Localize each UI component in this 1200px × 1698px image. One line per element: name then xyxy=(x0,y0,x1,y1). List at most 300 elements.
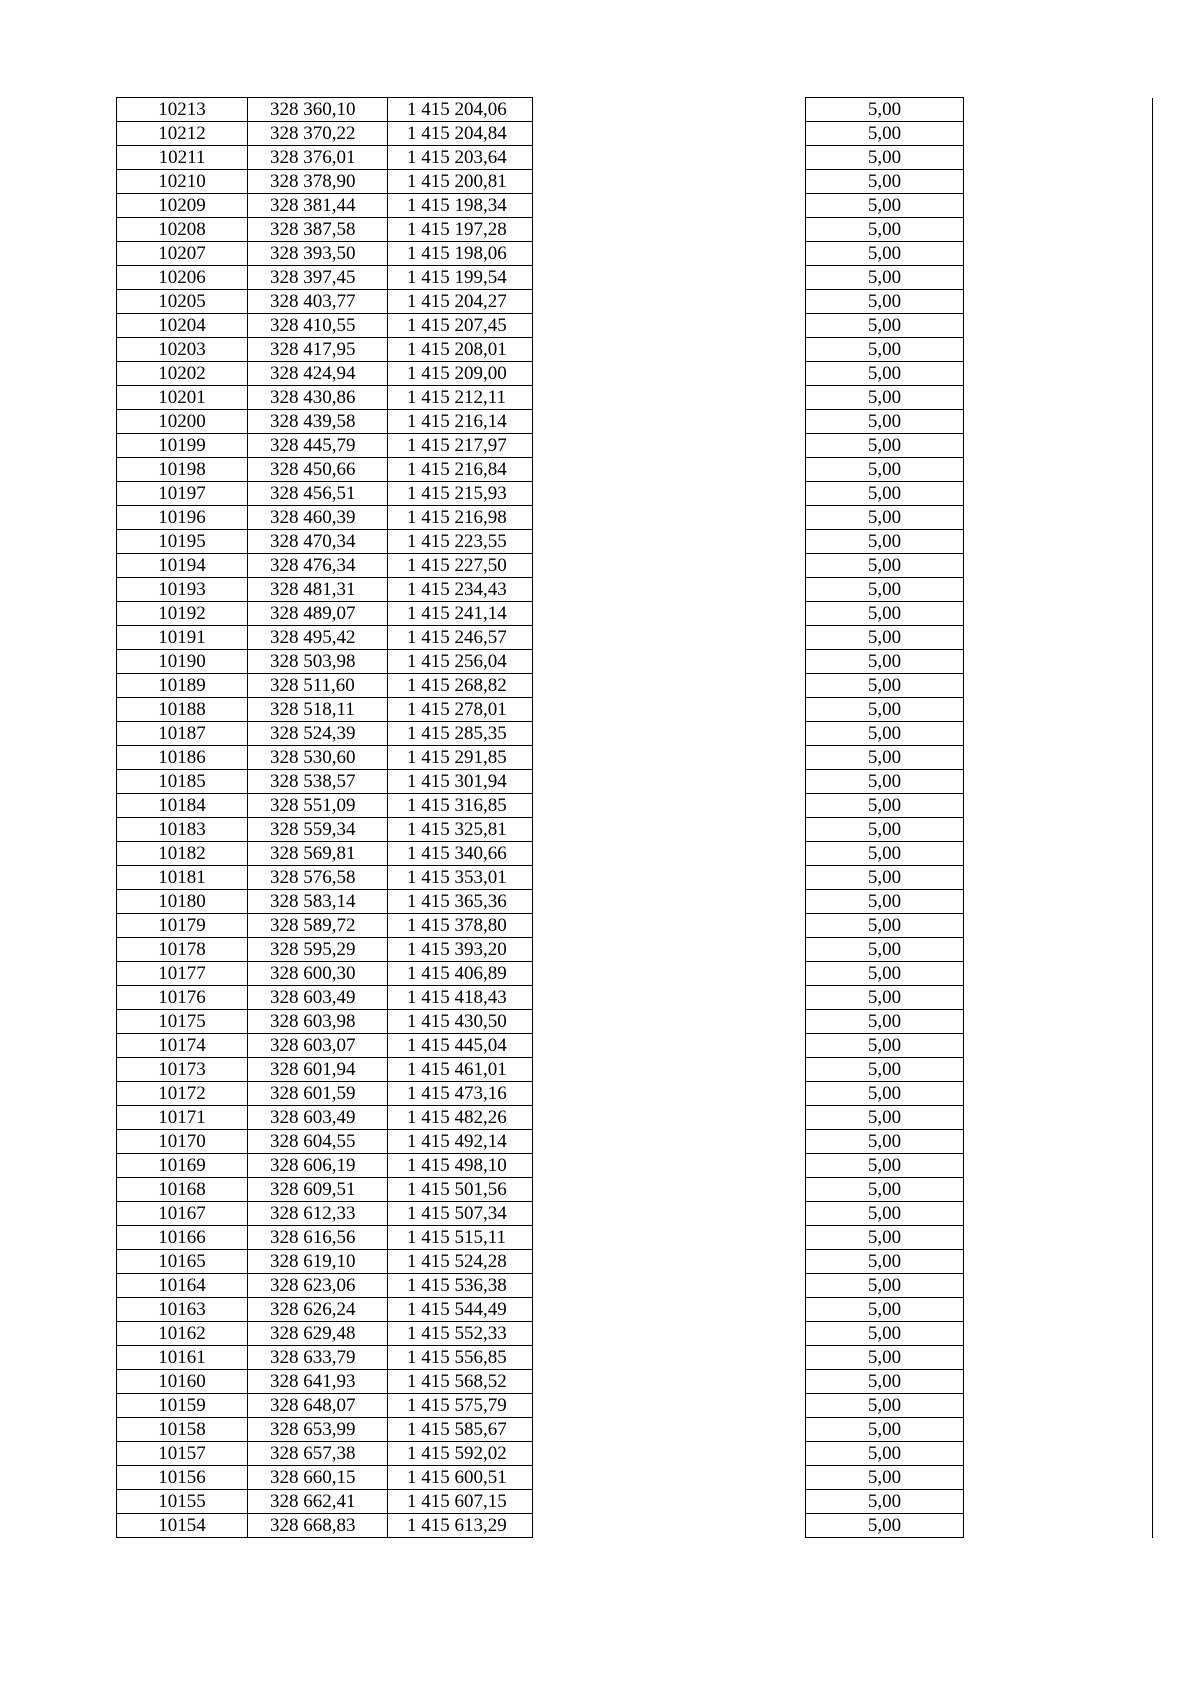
table-row xyxy=(117,1226,1153,1250)
point-number-cell: 10208 xyxy=(117,218,248,242)
point-number-cell: 10201 xyxy=(117,386,248,410)
accuracy-cell: 5,00 xyxy=(806,938,964,962)
point-number-cell: 10197 xyxy=(117,482,248,506)
x-coordinate-cell: 1 415 207,45 xyxy=(388,314,533,338)
empty-cell xyxy=(533,962,806,986)
table-row xyxy=(117,1394,1153,1418)
accuracy-cell: 5,00 xyxy=(806,818,964,842)
empty-cell xyxy=(964,410,1153,434)
table-row xyxy=(117,1370,1153,1394)
accuracy-cell: 5,00 xyxy=(806,410,964,434)
y-coordinate-cell: 328 609,51 xyxy=(248,1178,388,1202)
accuracy-cell: 5,00 xyxy=(806,842,964,866)
table-row xyxy=(117,218,1153,242)
empty-cell xyxy=(964,1442,1153,1466)
x-coordinate-cell: 1 415 365,36 xyxy=(388,890,533,914)
y-coordinate-cell: 328 601,59 xyxy=(248,1082,388,1106)
x-coordinate-cell: 1 415 234,43 xyxy=(388,578,533,602)
empty-cell xyxy=(533,1106,806,1130)
empty-cell xyxy=(964,626,1153,650)
accuracy-cell: 5,00 xyxy=(806,506,964,530)
empty-cell xyxy=(533,98,806,122)
table-row xyxy=(117,458,1153,482)
point-number-cell: 10206 xyxy=(117,266,248,290)
table-row xyxy=(117,962,1153,986)
point-number-cell: 10204 xyxy=(117,314,248,338)
y-coordinate-cell: 328 410,55 xyxy=(248,314,388,338)
accuracy-cell: 5,00 xyxy=(806,482,964,506)
empty-cell xyxy=(964,842,1153,866)
empty-cell xyxy=(964,386,1153,410)
accuracy-cell: 5,00 xyxy=(806,1130,964,1154)
empty-cell xyxy=(964,1034,1153,1058)
y-coordinate-cell: 328 619,10 xyxy=(248,1250,388,1274)
table-row xyxy=(117,1058,1153,1082)
y-coordinate-cell: 328 397,45 xyxy=(248,266,388,290)
y-coordinate-cell: 328 360,10 xyxy=(248,98,388,122)
table-row xyxy=(117,98,1153,122)
table-row xyxy=(117,554,1153,578)
empty-cell xyxy=(533,818,806,842)
table-row xyxy=(117,482,1153,506)
y-coordinate-cell: 328 476,34 xyxy=(248,554,388,578)
accuracy-cell: 5,00 xyxy=(806,362,964,386)
x-coordinate-cell: 1 415 378,80 xyxy=(388,914,533,938)
empty-cell xyxy=(533,386,806,410)
accuracy-cell: 5,00 xyxy=(806,1106,964,1130)
y-coordinate-cell: 328 569,81 xyxy=(248,842,388,866)
point-number-cell: 10190 xyxy=(117,650,248,674)
x-coordinate-cell: 1 415 536,38 xyxy=(388,1274,533,1298)
empty-cell xyxy=(533,674,806,698)
accuracy-cell: 5,00 xyxy=(806,218,964,242)
table-row xyxy=(117,746,1153,770)
x-coordinate-cell: 1 415 568,52 xyxy=(388,1370,533,1394)
empty-cell xyxy=(964,458,1153,482)
x-coordinate-cell: 1 415 613,29 xyxy=(388,1514,533,1538)
accuracy-cell: 5,00 xyxy=(806,746,964,770)
accuracy-cell: 5,00 xyxy=(806,1226,964,1250)
empty-cell xyxy=(964,1082,1153,1106)
x-coordinate-cell: 1 415 316,85 xyxy=(388,794,533,818)
accuracy-cell: 5,00 xyxy=(806,386,964,410)
empty-cell xyxy=(533,1274,806,1298)
empty-cell xyxy=(533,506,806,530)
empty-cell xyxy=(533,1202,806,1226)
point-number-cell: 10170 xyxy=(117,1130,248,1154)
accuracy-cell: 5,00 xyxy=(806,674,964,698)
x-coordinate-cell: 1 415 203,64 xyxy=(388,146,533,170)
x-coordinate-cell: 1 415 278,01 xyxy=(388,698,533,722)
accuracy-cell: 5,00 xyxy=(806,1514,964,1538)
x-coordinate-cell: 1 415 291,85 xyxy=(388,746,533,770)
empty-cell xyxy=(533,1010,806,1034)
x-coordinate-cell: 1 415 406,89 xyxy=(388,962,533,986)
empty-cell xyxy=(964,746,1153,770)
empty-cell xyxy=(964,506,1153,530)
empty-cell xyxy=(964,1418,1153,1442)
point-number-cell: 10210 xyxy=(117,170,248,194)
empty-cell xyxy=(964,314,1153,338)
empty-cell xyxy=(533,986,806,1010)
table-row xyxy=(117,1178,1153,1202)
x-coordinate-cell: 1 415 200,81 xyxy=(388,170,533,194)
accuracy-cell: 5,00 xyxy=(806,1202,964,1226)
point-number-cell: 10175 xyxy=(117,1010,248,1034)
empty-cell xyxy=(964,698,1153,722)
accuracy-cell: 5,00 xyxy=(806,602,964,626)
point-number-cell: 10202 xyxy=(117,362,248,386)
x-coordinate-cell: 1 415 393,20 xyxy=(388,938,533,962)
empty-cell xyxy=(533,1298,806,1322)
y-coordinate-cell: 328 603,07 xyxy=(248,1034,388,1058)
accuracy-cell: 5,00 xyxy=(806,266,964,290)
empty-cell xyxy=(964,1490,1153,1514)
x-coordinate-cell: 1 415 209,00 xyxy=(388,362,533,386)
table-row xyxy=(117,1418,1153,1442)
point-number-cell: 10161 xyxy=(117,1346,248,1370)
point-number-cell: 10185 xyxy=(117,770,248,794)
empty-cell xyxy=(533,914,806,938)
y-coordinate-cell: 328 662,41 xyxy=(248,1490,388,1514)
empty-cell xyxy=(964,1274,1153,1298)
empty-cell xyxy=(964,794,1153,818)
x-coordinate-cell: 1 415 473,16 xyxy=(388,1082,533,1106)
y-coordinate-cell: 328 589,72 xyxy=(248,914,388,938)
point-number-cell: 10194 xyxy=(117,554,248,578)
table-row xyxy=(117,890,1153,914)
empty-cell xyxy=(964,602,1153,626)
empty-cell xyxy=(964,1178,1153,1202)
y-coordinate-cell: 328 603,98 xyxy=(248,1010,388,1034)
x-coordinate-cell: 1 415 501,56 xyxy=(388,1178,533,1202)
empty-cell xyxy=(533,1490,806,1514)
empty-cell xyxy=(964,1058,1153,1082)
empty-cell xyxy=(533,1058,806,1082)
empty-cell xyxy=(533,1178,806,1202)
y-coordinate-cell: 328 489,07 xyxy=(248,602,388,626)
empty-cell xyxy=(964,1010,1153,1034)
x-coordinate-cell: 1 415 544,49 xyxy=(388,1298,533,1322)
coordinates-table xyxy=(116,97,1153,1538)
empty-cell xyxy=(964,1370,1153,1394)
table-row xyxy=(117,770,1153,794)
x-coordinate-cell: 1 415 223,55 xyxy=(388,530,533,554)
y-coordinate-cell: 328 450,66 xyxy=(248,458,388,482)
empty-cell xyxy=(964,650,1153,674)
accuracy-cell: 5,00 xyxy=(806,1154,964,1178)
empty-cell xyxy=(533,722,806,746)
table-row xyxy=(117,722,1153,746)
y-coordinate-cell: 328 376,01 xyxy=(248,146,388,170)
y-coordinate-cell: 328 641,93 xyxy=(248,1370,388,1394)
table-row xyxy=(117,1202,1153,1226)
accuracy-cell: 5,00 xyxy=(806,1010,964,1034)
y-coordinate-cell: 328 381,44 xyxy=(248,194,388,218)
empty-cell xyxy=(533,218,806,242)
table-row xyxy=(117,1250,1153,1274)
accuracy-cell: 5,00 xyxy=(806,578,964,602)
accuracy-cell: 5,00 xyxy=(806,170,964,194)
point-number-cell: 10212 xyxy=(117,122,248,146)
accuracy-cell: 5,00 xyxy=(806,866,964,890)
point-number-cell: 10154 xyxy=(117,1514,248,1538)
point-number-cell: 10183 xyxy=(117,818,248,842)
table-row xyxy=(117,338,1153,362)
x-coordinate-cell: 1 415 197,28 xyxy=(388,218,533,242)
accuracy-cell: 5,00 xyxy=(806,1466,964,1490)
y-coordinate-cell: 328 626,24 xyxy=(248,1298,388,1322)
point-number-cell: 10198 xyxy=(117,458,248,482)
point-number-cell: 10209 xyxy=(117,194,248,218)
empty-cell xyxy=(533,1034,806,1058)
point-number-cell: 10167 xyxy=(117,1202,248,1226)
y-coordinate-cell: 328 387,58 xyxy=(248,218,388,242)
empty-cell xyxy=(533,146,806,170)
empty-cell xyxy=(533,602,806,626)
empty-cell xyxy=(533,890,806,914)
point-number-cell: 10180 xyxy=(117,890,248,914)
x-coordinate-cell: 1 415 268,82 xyxy=(388,674,533,698)
accuracy-cell: 5,00 xyxy=(806,914,964,938)
y-coordinate-cell: 328 668,83 xyxy=(248,1514,388,1538)
empty-cell xyxy=(964,722,1153,746)
point-number-cell: 10172 xyxy=(117,1082,248,1106)
empty-cell xyxy=(533,314,806,338)
x-coordinate-cell: 1 415 575,79 xyxy=(388,1394,533,1418)
y-coordinate-cell: 328 633,79 xyxy=(248,1346,388,1370)
empty-cell xyxy=(964,338,1153,362)
empty-cell xyxy=(964,194,1153,218)
table-row xyxy=(117,1322,1153,1346)
point-number-cell: 10191 xyxy=(117,626,248,650)
point-number-cell: 10177 xyxy=(117,962,248,986)
empty-cell xyxy=(533,770,806,794)
x-coordinate-cell: 1 415 515,11 xyxy=(388,1226,533,1250)
empty-cell xyxy=(964,434,1153,458)
y-coordinate-cell: 328 653,99 xyxy=(248,1418,388,1442)
y-coordinate-cell: 328 511,60 xyxy=(248,674,388,698)
accuracy-cell: 5,00 xyxy=(806,1490,964,1514)
x-coordinate-cell: 1 415 600,51 xyxy=(388,1466,533,1490)
y-coordinate-cell: 328 393,50 xyxy=(248,242,388,266)
x-coordinate-cell: 1 415 215,93 xyxy=(388,482,533,506)
empty-cell xyxy=(964,866,1153,890)
point-number-cell: 10192 xyxy=(117,602,248,626)
empty-cell xyxy=(964,1298,1153,1322)
empty-cell xyxy=(964,482,1153,506)
y-coordinate-cell: 328 470,34 xyxy=(248,530,388,554)
accuracy-cell: 5,00 xyxy=(806,1442,964,1466)
point-number-cell: 10156 xyxy=(117,1466,248,1490)
accuracy-cell: 5,00 xyxy=(806,890,964,914)
empty-cell xyxy=(964,818,1153,842)
empty-cell xyxy=(964,1202,1153,1226)
x-coordinate-cell: 1 415 241,14 xyxy=(388,602,533,626)
empty-cell xyxy=(533,794,806,818)
y-coordinate-cell: 328 530,60 xyxy=(248,746,388,770)
x-coordinate-cell: 1 415 198,06 xyxy=(388,242,533,266)
y-coordinate-cell: 328 660,15 xyxy=(248,1466,388,1490)
accuracy-cell: 5,00 xyxy=(806,986,964,1010)
table-row xyxy=(117,602,1153,626)
empty-cell xyxy=(533,530,806,554)
empty-cell xyxy=(533,938,806,962)
empty-cell xyxy=(533,458,806,482)
empty-cell xyxy=(533,1466,806,1490)
y-coordinate-cell: 328 518,11 xyxy=(248,698,388,722)
table-row xyxy=(117,530,1153,554)
accuracy-cell: 5,00 xyxy=(806,458,964,482)
accuracy-cell: 5,00 xyxy=(806,1082,964,1106)
table-row xyxy=(117,1274,1153,1298)
empty-cell xyxy=(533,626,806,650)
accuracy-cell: 5,00 xyxy=(806,722,964,746)
empty-cell xyxy=(533,194,806,218)
empty-cell xyxy=(533,650,806,674)
x-coordinate-cell: 1 415 246,57 xyxy=(388,626,533,650)
x-coordinate-cell: 1 415 492,14 xyxy=(388,1130,533,1154)
y-coordinate-cell: 328 601,94 xyxy=(248,1058,388,1082)
table-row xyxy=(117,674,1153,698)
empty-cell xyxy=(533,1130,806,1154)
x-coordinate-cell: 1 415 340,66 xyxy=(388,842,533,866)
accuracy-cell: 5,00 xyxy=(806,146,964,170)
point-number-cell: 10164 xyxy=(117,1274,248,1298)
point-number-cell: 10186 xyxy=(117,746,248,770)
empty-cell xyxy=(533,1322,806,1346)
accuracy-cell: 5,00 xyxy=(806,1058,964,1082)
accuracy-cell: 5,00 xyxy=(806,626,964,650)
empty-cell xyxy=(533,122,806,146)
empty-cell xyxy=(533,434,806,458)
empty-cell xyxy=(533,1442,806,1466)
empty-cell xyxy=(964,362,1153,386)
empty-cell xyxy=(533,578,806,602)
table-row xyxy=(117,122,1153,146)
coordinates-table-body xyxy=(117,98,1153,1538)
table-row xyxy=(117,1106,1153,1130)
empty-cell xyxy=(964,218,1153,242)
table-row xyxy=(117,362,1153,386)
table-row xyxy=(117,938,1153,962)
x-coordinate-cell: 1 415 285,35 xyxy=(388,722,533,746)
accuracy-cell: 5,00 xyxy=(806,194,964,218)
y-coordinate-cell: 328 370,22 xyxy=(248,122,388,146)
empty-cell xyxy=(533,746,806,770)
y-coordinate-cell: 328 657,38 xyxy=(248,1442,388,1466)
x-coordinate-cell: 1 415 430,50 xyxy=(388,1010,533,1034)
empty-cell xyxy=(533,1514,806,1538)
table-row xyxy=(117,146,1153,170)
x-coordinate-cell: 1 415 461,01 xyxy=(388,1058,533,1082)
y-coordinate-cell: 328 445,79 xyxy=(248,434,388,458)
table-row xyxy=(117,434,1153,458)
y-coordinate-cell: 328 603,49 xyxy=(248,986,388,1010)
empty-cell xyxy=(533,1154,806,1178)
accuracy-cell: 5,00 xyxy=(806,530,964,554)
table-row xyxy=(117,314,1153,338)
x-coordinate-cell: 1 415 204,27 xyxy=(388,290,533,314)
table-row xyxy=(117,914,1153,938)
empty-cell xyxy=(964,530,1153,554)
accuracy-cell: 5,00 xyxy=(806,1274,964,1298)
y-coordinate-cell: 328 648,07 xyxy=(248,1394,388,1418)
y-coordinate-cell: 328 603,49 xyxy=(248,1106,388,1130)
x-coordinate-cell: 1 415 556,85 xyxy=(388,1346,533,1370)
accuracy-cell: 5,00 xyxy=(806,1322,964,1346)
table-row xyxy=(117,1298,1153,1322)
empty-cell xyxy=(533,242,806,266)
table-row xyxy=(117,506,1153,530)
y-coordinate-cell: 328 403,77 xyxy=(248,290,388,314)
y-coordinate-cell: 328 595,29 xyxy=(248,938,388,962)
accuracy-cell: 5,00 xyxy=(806,290,964,314)
point-number-cell: 10155 xyxy=(117,1490,248,1514)
table-row xyxy=(117,650,1153,674)
x-coordinate-cell: 1 415 552,33 xyxy=(388,1322,533,1346)
empty-cell xyxy=(533,1346,806,1370)
accuracy-cell: 5,00 xyxy=(806,962,964,986)
y-coordinate-cell: 328 612,33 xyxy=(248,1202,388,1226)
table-row xyxy=(117,1082,1153,1106)
empty-cell xyxy=(533,1082,806,1106)
empty-cell xyxy=(533,266,806,290)
empty-cell xyxy=(964,1106,1153,1130)
x-coordinate-cell: 1 415 212,11 xyxy=(388,386,533,410)
empty-cell xyxy=(964,122,1153,146)
point-number-cell: 10174 xyxy=(117,1034,248,1058)
x-coordinate-cell: 1 415 256,04 xyxy=(388,650,533,674)
empty-cell xyxy=(533,1370,806,1394)
accuracy-cell: 5,00 xyxy=(806,1178,964,1202)
x-coordinate-cell: 1 415 204,84 xyxy=(388,122,533,146)
accuracy-cell: 5,00 xyxy=(806,794,964,818)
table-row xyxy=(117,1130,1153,1154)
accuracy-cell: 5,00 xyxy=(806,242,964,266)
y-coordinate-cell: 328 424,94 xyxy=(248,362,388,386)
empty-cell xyxy=(964,1346,1153,1370)
y-coordinate-cell: 328 430,86 xyxy=(248,386,388,410)
empty-cell xyxy=(964,1514,1153,1538)
y-coordinate-cell: 328 606,19 xyxy=(248,1154,388,1178)
point-number-cell: 10173 xyxy=(117,1058,248,1082)
accuracy-cell: 5,00 xyxy=(806,434,964,458)
point-number-cell: 10182 xyxy=(117,842,248,866)
y-coordinate-cell: 328 623,06 xyxy=(248,1274,388,1298)
x-coordinate-cell: 1 415 353,01 xyxy=(388,866,533,890)
x-coordinate-cell: 1 415 204,06 xyxy=(388,98,533,122)
accuracy-cell: 5,00 xyxy=(806,1418,964,1442)
table-row xyxy=(117,266,1153,290)
x-coordinate-cell: 1 415 227,50 xyxy=(388,554,533,578)
x-coordinate-cell: 1 415 607,15 xyxy=(388,1490,533,1514)
table-row xyxy=(117,1034,1153,1058)
y-coordinate-cell: 328 559,34 xyxy=(248,818,388,842)
accuracy-cell: 5,00 xyxy=(806,1346,964,1370)
point-number-cell: 10200 xyxy=(117,410,248,434)
accuracy-cell: 5,00 xyxy=(806,770,964,794)
y-coordinate-cell: 328 551,09 xyxy=(248,794,388,818)
empty-cell xyxy=(964,914,1153,938)
accuracy-cell: 5,00 xyxy=(806,314,964,338)
accuracy-cell: 5,00 xyxy=(806,698,964,722)
point-number-cell: 10157 xyxy=(117,1442,248,1466)
empty-cell xyxy=(964,674,1153,698)
point-number-cell: 10171 xyxy=(117,1106,248,1130)
point-number-cell: 10195 xyxy=(117,530,248,554)
x-coordinate-cell: 1 415 216,98 xyxy=(388,506,533,530)
